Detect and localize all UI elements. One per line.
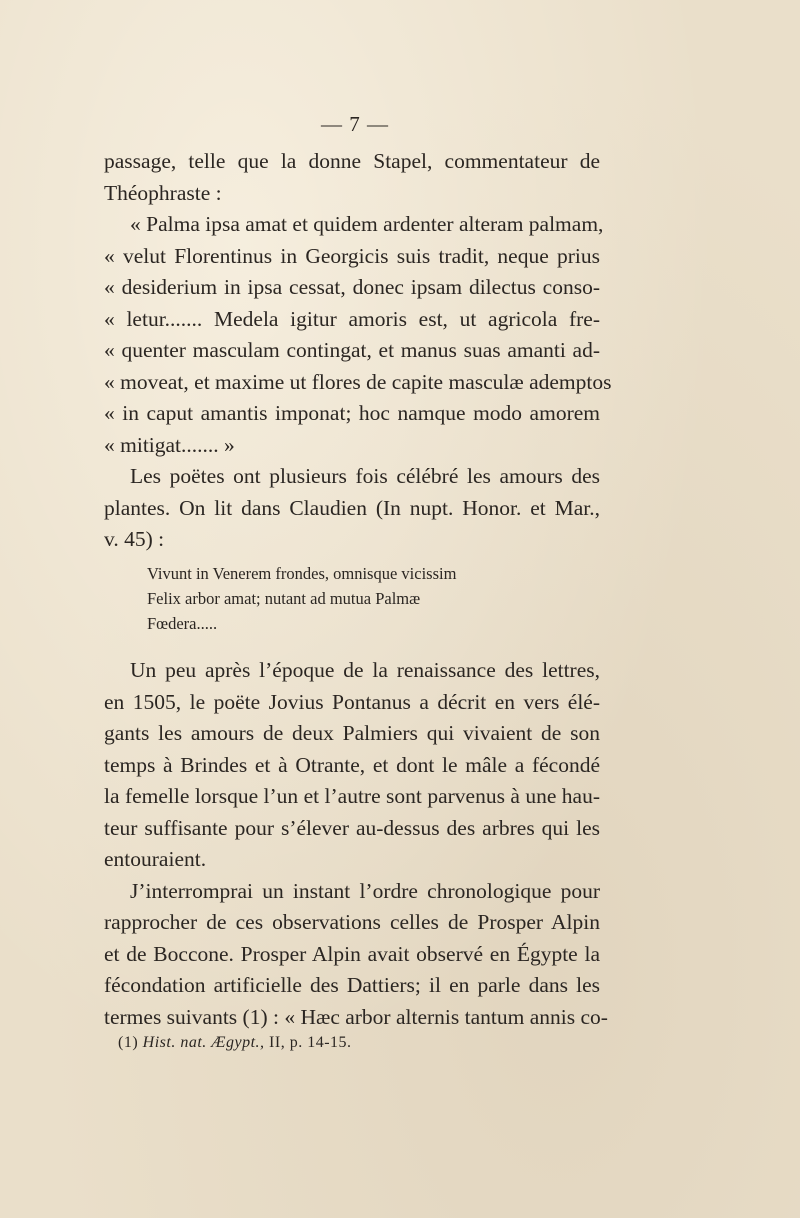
text-line: termes suivants (1) : « Hæc arbor alternis tantum annis co- [104,1004,608,1029]
paragraph-block-1 [104,146,612,556]
verse-quotation [147,561,507,636]
text-line: gants les amours de deux Palmiers qui vivaient de son [104,721,600,745]
paragraph-block-2 [104,655,608,1033]
text-line: Théophraste : [104,180,222,205]
text-line: entouraient. [104,847,207,871]
quote-line: « Palma ipsa amat et quidem ardenter alteram palmam, [130,212,604,236]
text-line: v. 45) : [104,527,165,551]
quote-line: « velut Florentinus in Georgicis suis tradit, neque prius [104,243,600,268]
text-line: et de Boccone. Prosper Alpin avait observé en Égypte la [104,941,600,966]
quote-line: « mitigat....... » [104,432,235,457]
text-line: teur suffisante pour s’élever au-dessus des arbres qui les [104,815,600,840]
text-line: plantes. On lit dans Claudien (In nupt. Honor. et Mar., [104,495,600,520]
text-line: rapprocher de ces observations celles de Prosper Alpin [104,910,600,934]
footnote [118,1034,352,1052]
text-line: en 1505, le poëte Jovius Pontanus a décrit en vers élé- [104,689,600,714]
quote-line: « letur....... Medela igitur amoris est, ut agricola fre- [104,306,600,331]
quote-line: « in caput amantis imponat; hoc namque modo amorem [104,401,600,425]
footnote-reference: II, p. 14-15. [269,1034,352,1051]
quote-line: « quenter masculam contingat, et manus suas amanti ad- [104,338,600,362]
footnote-marker: (1) [118,1034,139,1051]
text-line: Les poëtes ont plusieurs fois célébré les amours des [130,464,600,488]
text-line: fécondation artificielle des Dattiers; il en parle dans les [104,973,600,997]
verse-line: Vivunt in Venerem frondes, omnisque vicissim [147,564,457,583]
quote-line: « desiderium in ipsa cessat, donec ipsam dilectus conso- [104,275,600,299]
verse-line: Felix arbor amat; nutant ad mutua Palmæ [147,589,421,608]
text-line: J’interromprai un instant l’ordre chronologique pour [130,878,600,903]
text-line: passage, telle que la donne Stapel, commentateur de [104,149,600,173]
text-line: temps à Brindes et à Otrante, et dont le mâle a fécondé [104,752,600,777]
footnote-title: Hist. nat. Ægypt., [142,1034,265,1051]
text-line: la femelle lorsque l’un et l’autre sont parvenus à une hau- [104,784,600,808]
quote-line: « moveat, et maxime ut flores de capite masculæ ademptos [104,369,612,394]
verse-line: Fœdera..... [147,614,218,633]
page-number: — 7 — [321,112,389,136]
text-line: Un peu après l’époque de la renaissance des lettres, [130,658,600,682]
